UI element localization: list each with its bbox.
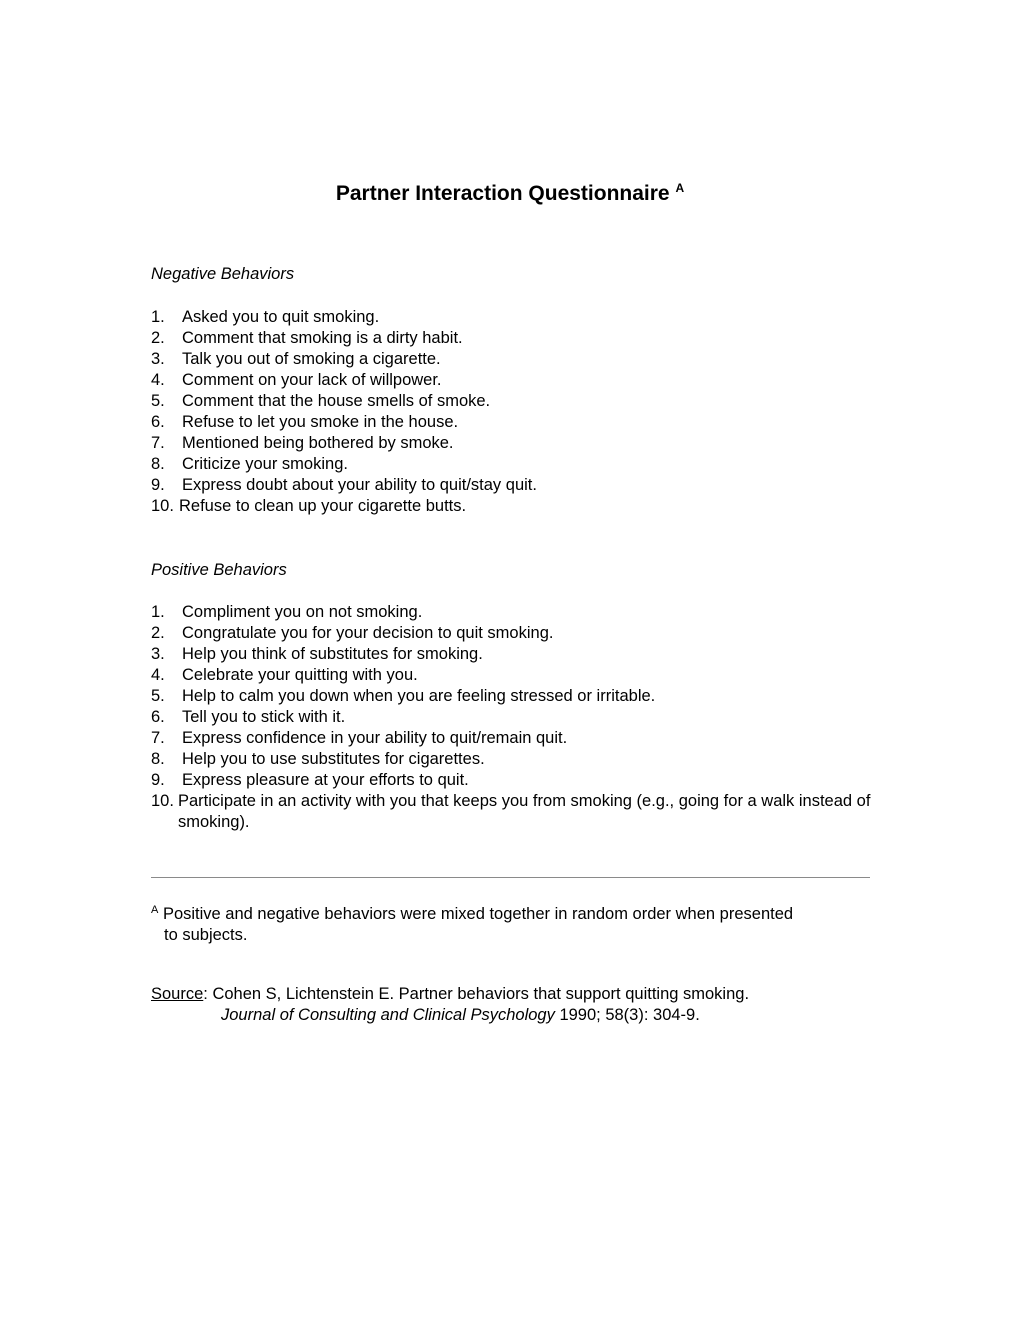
item-number: 8. <box>151 750 165 768</box>
journal-name: Journal of Consulting and Clinical Psychology <box>221 1006 555 1024</box>
item-text: Refuse to let you smoke in the house. <box>182 413 459 431</box>
journal-details: 1990; 58(3): 304-9. <box>559 1006 700 1024</box>
list-item <box>151 665 881 686</box>
item-text: Help you think of substitutes for smoking. <box>182 645 483 663</box>
item-number: 2. <box>151 329 165 347</box>
list-item <box>151 728 881 749</box>
item-number: 4. <box>151 666 165 684</box>
item-number: 4. <box>151 371 165 389</box>
citation-line2 <box>151 1005 881 1026</box>
source-citation <box>151 984 881 1026</box>
item-text: Tell you to stick with it. <box>182 708 346 726</box>
list-item <box>151 475 881 496</box>
item-number: 7. <box>151 434 165 452</box>
item-text: Compliment you on not smoking. <box>182 603 423 621</box>
item-number: 5. <box>151 687 165 705</box>
item-text: Asked you to quit smoking. <box>182 308 380 326</box>
list-item <box>151 496 881 517</box>
item-number: 5. <box>151 392 165 410</box>
item-number: 10. <box>151 792 174 810</box>
item-number: 9. <box>151 771 165 789</box>
footnote-text-line2: to subjects. <box>164 926 248 944</box>
item-text: Mentioned being bothered by smoke. <box>182 434 454 452</box>
source-label: Source <box>151 985 204 1003</box>
list-item <box>151 370 881 391</box>
item-number: 1. <box>151 603 165 621</box>
item-text: Refuse to clean up your cigarette butts. <box>179 497 467 515</box>
list-item <box>151 770 881 791</box>
item-number: 1. <box>151 308 165 326</box>
list-item <box>151 349 881 370</box>
item-text: Celebrate your quitting with you. <box>182 666 418 684</box>
item-number: 10. <box>151 497 174 515</box>
item-text: Criticize your smoking. <box>182 455 348 473</box>
footnote-text-line1: Positive and negative behaviors were mixed together in random order when presented <box>162 905 794 923</box>
list-item <box>151 602 881 623</box>
item-text: Help to calm you down when you are feeling stressed or irritable. <box>182 687 656 705</box>
item-text: Express doubt about your ability to quit/stay quit. <box>182 476 537 494</box>
item-number: 2. <box>151 624 165 642</box>
item-number: 7. <box>151 729 165 747</box>
item-text: Comment that the house smells of smoke. <box>182 392 491 410</box>
title-text: Partner Interaction Questionnaire <box>335 182 670 205</box>
item-text: Comment that smoking is a dirty habit. <box>182 329 463 347</box>
list-item <box>151 412 881 433</box>
item-text: Participate in an activity with you that keeps you from smoking (e.g., going for a walk instead of smoking). <box>178 792 871 831</box>
list-item <box>151 707 881 728</box>
page-title <box>0 174 1020 208</box>
item-text: Comment on your lack of willpower. <box>182 371 442 389</box>
item-number: 3. <box>151 350 165 368</box>
item-text: Help you to use substitutes for cigarettes. <box>182 750 485 768</box>
item-number: 6. <box>151 413 165 431</box>
list-item <box>151 454 881 475</box>
list-item <box>151 328 881 349</box>
list-item <box>151 433 881 454</box>
item-text: Talk you out of smoking a cigarette. <box>182 350 441 368</box>
citation-text: Cohen S, Lichtenstein E. Partner behaviors that support quitting smoking. <box>212 985 750 1003</box>
list-item <box>151 644 881 665</box>
source-separator: : <box>203 985 208 1003</box>
footnote-marker: A <box>151 904 159 916</box>
list-item <box>151 391 881 412</box>
item-number: 3. <box>151 645 165 663</box>
item-number: 8. <box>151 455 165 473</box>
negative-behaviors-heading: Negative Behaviors <box>151 265 295 283</box>
list-item <box>151 686 881 707</box>
list-item <box>151 623 881 644</box>
positive-behaviors-list <box>151 602 881 833</box>
positive-behaviors-heading: Positive Behaviors <box>151 561 287 579</box>
item-text: Express confidence in your ability to quit/remain quit. <box>182 729 568 747</box>
item-text: Congratulate you for your decision to quit smoking. <box>182 624 554 642</box>
footnote <box>151 900 881 946</box>
negative-behaviors-list <box>151 307 881 517</box>
footnote-divider <box>151 877 870 878</box>
list-item <box>151 749 881 770</box>
item-number: 9. <box>151 476 165 494</box>
list-item <box>151 791 878 833</box>
item-text: Express pleasure at your efforts to quit. <box>182 771 469 789</box>
title-footnote-marker: A <box>675 181 685 195</box>
item-number: 6. <box>151 708 165 726</box>
list-item <box>151 307 881 328</box>
